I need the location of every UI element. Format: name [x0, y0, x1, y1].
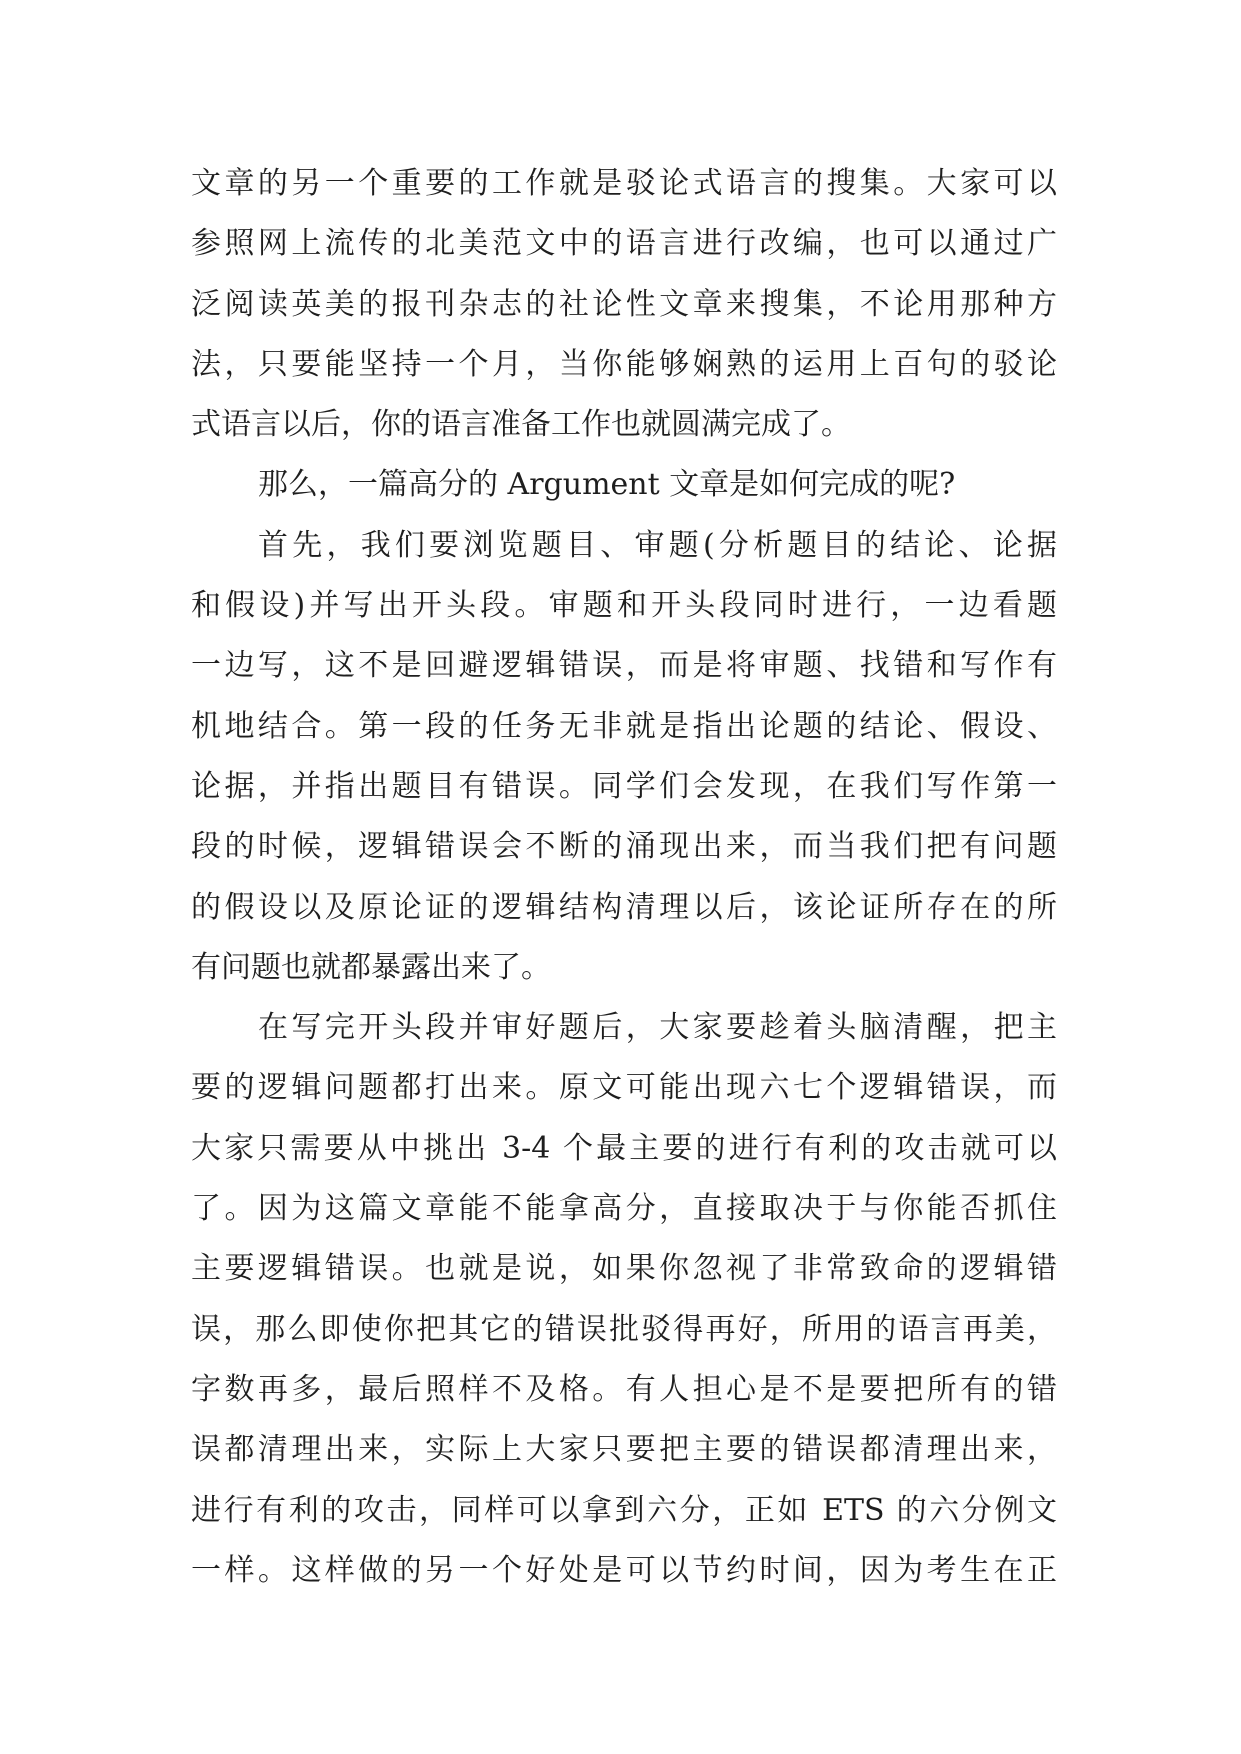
text-line: 机地结合。第一段的任务无非就是指出论题的结论、假设、: [191, 708, 1057, 744]
text-line: 的假设以及原论证的逻辑结构清理以后，该论证所存在的所: [191, 889, 1057, 925]
text-line: 和假设)并写出开头段。审题和开头段同时进行，一边看题: [191, 588, 1057, 624]
text-line: 参照网上流传的北美范文中的语言进行改编，也可以通过广: [191, 226, 1057, 262]
text-line: 论据，并指出题目有错误。同学们会发现，在我们写作第一: [191, 768, 1057, 804]
paragraph: [191, 455, 1057, 515]
text-line: 主要逻辑错误。也就是说，如果你忽视了非常致命的逻辑错: [191, 1251, 1057, 1287]
text-line: 了。因为这篇文章能不能拿高分，直接取决于与你能否抓住: [191, 1191, 1057, 1227]
text-line: 有问题也就都暴露出来了。: [191, 949, 551, 985]
text-line: 一样。这样做的另一个好处是可以节约时间，因为考生在正: [191, 1552, 1057, 1588]
text-line: 大家只需要从中挑出 3-4 个最主要的进行有利的攻击就可以: [191, 1130, 1057, 1166]
text-line: 进行有利的攻击，同样可以拿到六分，正如 ETS 的六分例文: [191, 1492, 1057, 1528]
text-line: 式语言以后，你的语言准备工作也就圆满完成了。: [191, 407, 851, 443]
text-line: 段的时候，逻辑错误会不断的涌现出来，而当我们把有问题: [191, 829, 1057, 865]
document-body: [191, 154, 1057, 1601]
text-line: 字数再多，最后照样不及格。有人担心是不是要把所有的错: [191, 1371, 1057, 1407]
paragraph: [191, 998, 1057, 1601]
text-line: 在写完开头段并审好题后，大家要趁着头脑清醒，把主: [258, 1010, 1057, 1046]
paragraph: [191, 154, 1057, 455]
text-line: 一边写，这不是回避逻辑错误，而是将审题、找错和写作有: [191, 648, 1057, 684]
text-line: 误都清理出来，实际上大家只要把主要的错误都清理出来，: [191, 1432, 1057, 1468]
paragraph: [191, 516, 1057, 998]
text-line: 误，那么即使你把其它的错误批驳得再好，所用的语言再美，: [191, 1311, 1057, 1347]
text-line: 文章的另一个重要的工作就是驳论式语言的搜集。大家可以: [191, 166, 1057, 201]
text-line: 那么，一篇高分的 Argument 文章是如何完成的呢?: [258, 467, 956, 503]
text-line: 法，只要能坚持一个月，当你能够娴熟的运用上百句的驳论: [191, 346, 1057, 382]
text-line: 首先，我们要浏览题目、审题(分析题目的结论、论据: [258, 527, 1057, 563]
text-line: 泛阅读英美的报刊杂志的社论性文章来搜集，不论用那种方: [191, 286, 1057, 322]
text-line: 要的逻辑问题都打出来。原文可能出现六七个逻辑错误，而: [191, 1070, 1057, 1106]
